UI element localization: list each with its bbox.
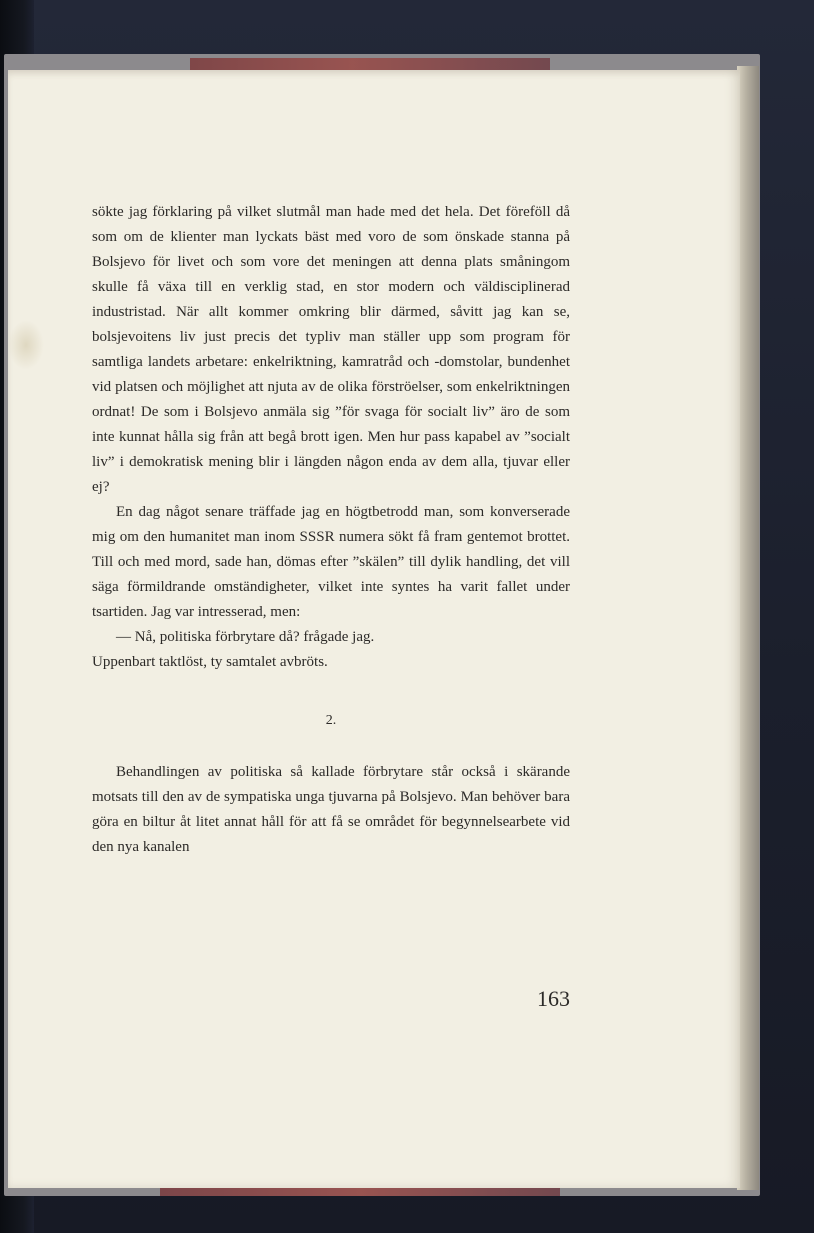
page-smudge <box>8 320 44 370</box>
paragraph: En dag något senare träffade jag en högtbetrodd man, som konverserade mig om den humanitet man inom SSSR numera sökt få fram gentemot brottet. Till och med mord, sade han, dömas efter ”skälen” till dylik handling, det vill säga förmildrande omständigheter, vilket inte syntes ha varit fallet under tsartiden. Jag var intresserad, men: <box>92 504 570 620</box>
page-number: 163 <box>537 986 570 1011</box>
body-text <box>92 200 570 860</box>
section-paragraph: Behandlingen av politiska så kallade förbrytare står också i skärande motsats till den av de sympatiska unga tjuvarna på Bolsjevo. Man behöver bara göra en biltur åt litet annat håll för att få se området för begynnelsearbete vid den nya kanalen <box>92 764 570 855</box>
paragraph: sökte jag förklaring på vilket slutmål man hade med det hela. Det föreföll då som om de klienter man lyckats bäst med voro de som önskade stanna på Bolsjevo för livet och som vore det meningen att denna plats småningom skulle få växa till en verklig stad, en stor modern och väldisciplinerad industristad. När allt kommer omkring blir därmed, såvitt jag kan se, bolsjevoitens liv just precis det typliv man ställer upp som program för samtliga landets arbetare: enkelriktning, kamratråd och -domstolar, bundenhet vid platsen och möjlighet att njuta av de olika förströelser, som enkelriktningen ordnat! De som i Bolsjevo anmäla sig ”för svaga för socialt liv” äro de som inte kunnat hålla sig från att begå brott igen. Men hur pass kapabel av ”socialt liv” i demokratisk mening blir i längden någon enda av dem alla, tjuvar eller ej? <box>92 204 570 495</box>
paragraph: Uppenbart taktlöst, ty samtalet avbröts. <box>92 654 328 670</box>
book-page <box>8 70 740 1188</box>
page-edge-shadow <box>737 66 759 1190</box>
section-number: 2. <box>325 713 337 728</box>
dialogue-line: — Nå, politiska förbrytare då? frågade jag. <box>116 629 375 645</box>
